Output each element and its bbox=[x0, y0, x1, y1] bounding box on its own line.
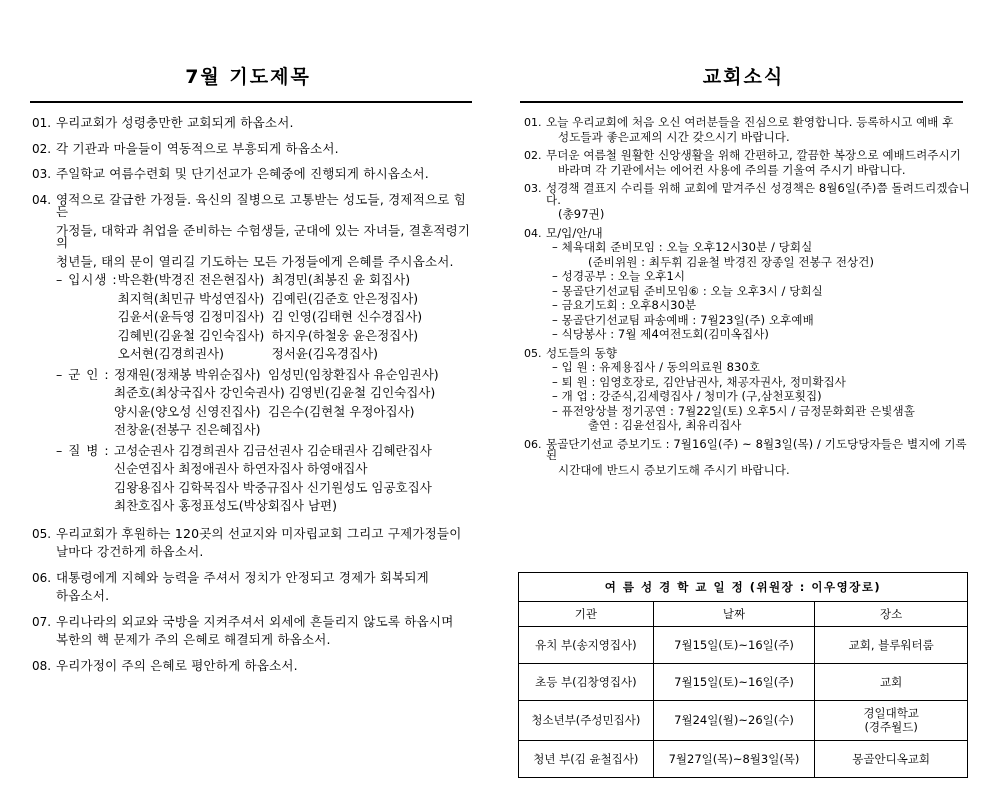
cell-place: 교회, 블루워터룸 bbox=[815, 627, 968, 664]
item-line: 하옵소서. bbox=[56, 588, 110, 603]
item-number: 03. bbox=[32, 167, 52, 181]
name-primary: 김왕용집사 김학목집사 박중규집사 신기원성도 임공호집사 bbox=[114, 479, 432, 495]
item-line: 시간대에 반드시 증보기도해 주시기 바랍니다. bbox=[558, 462, 790, 477]
subgroup-row bbox=[114, 366, 478, 382]
subgroup-label: – 입시생 : bbox=[56, 272, 118, 287]
list-item bbox=[524, 150, 973, 179]
column-header-org: 기관 bbox=[519, 602, 654, 627]
list-item bbox=[32, 613, 478, 653]
table-row bbox=[519, 627, 968, 664]
subgroup-row bbox=[118, 274, 478, 287]
table-row bbox=[519, 740, 968, 777]
name-primary: 최준호(최상국집사 강인숙권사) bbox=[114, 385, 285, 400]
news-list bbox=[496, 117, 991, 479]
item-line: 모/입/안/내 bbox=[546, 225, 603, 240]
item-line: 청년들, 태의 문이 열리길 기도하는 모든 가정들에게 은혜를 주시옵소서. bbox=[56, 253, 454, 269]
subgroup-row bbox=[114, 387, 478, 400]
list-item bbox=[524, 225, 973, 344]
list-item bbox=[524, 117, 973, 146]
item-body bbox=[56, 117, 478, 136]
item-number: 02. bbox=[524, 149, 542, 162]
subgroup-rows bbox=[118, 274, 478, 367]
prayer-title-rule bbox=[30, 101, 472, 103]
cell-place: 교회 bbox=[815, 664, 968, 701]
item-number: 04. bbox=[524, 226, 542, 240]
prayer-title: 7월 기도제목 bbox=[185, 66, 311, 88]
name-primary: 박은환(박경진 전은현집사) bbox=[117, 272, 265, 287]
item-body bbox=[56, 140, 478, 162]
list-item bbox=[524, 345, 973, 435]
item-number: 02. bbox=[32, 141, 52, 156]
cell-org: 유치 부(송지영집사) bbox=[519, 627, 654, 664]
name-secondary: 김은수(김현철 우정아집사) bbox=[267, 403, 415, 419]
cell-date: 7월24일(월)~26일(수) bbox=[653, 701, 815, 741]
item-line: 각 기관과 마을들이 역동적으로 부흥되게 하옵소서. bbox=[56, 140, 339, 156]
item-body bbox=[56, 191, 478, 521]
item-body bbox=[56, 613, 478, 653]
list-item bbox=[32, 657, 478, 679]
item-body bbox=[546, 117, 973, 146]
item-number: 04. bbox=[32, 192, 52, 207]
table-row bbox=[519, 664, 968, 701]
item-number: 01. bbox=[32, 116, 52, 130]
name-secondary: 김영빈(김윤철 김인숙집사) bbox=[288, 385, 436, 400]
list-item bbox=[32, 168, 478, 187]
item-line: 성도들의 동향 bbox=[546, 345, 618, 360]
subgroup-row bbox=[118, 311, 478, 324]
cell-org: 청년 부(김 윤철집사) bbox=[519, 740, 654, 777]
prayer-subgroup-illness bbox=[56, 442, 478, 519]
subgroup-row bbox=[114, 403, 478, 419]
name-primary: 김윤서(윤득영 김정미집사) bbox=[117, 309, 265, 324]
list-item bbox=[32, 191, 478, 521]
item-number: 08. bbox=[32, 658, 52, 673]
subgroup-rows bbox=[114, 442, 478, 519]
list-item bbox=[32, 140, 478, 162]
item-line: (준비위원 : 최두휘 김윤철 박경진 장종일 전봉구 전상건) bbox=[588, 254, 875, 269]
item-body bbox=[56, 168, 478, 187]
name-primary: 신순연집사 최정애권사 하연자집사 하영애집사 bbox=[114, 461, 368, 476]
item-line: (총97권) bbox=[558, 207, 605, 221]
item-line: 우리교회가 성령충만한 교회되게 하옵소서. bbox=[56, 115, 294, 130]
item-line: 오늘 우리교회에 처음 오신 여러분들을 진심으로 환영합니다. 등록하시고 예배 후 bbox=[546, 115, 954, 129]
prayer-subgroup-military bbox=[56, 366, 478, 443]
item-line: – 퓨전앙상블 정기공연 : 7월22일(토) 오후5시 / 금정문화회관 은빛샘홀 bbox=[552, 403, 915, 418]
cell-org: 청소년부(주성민집사) bbox=[519, 701, 654, 741]
cell-place: 몽골안디옥교회 bbox=[815, 740, 968, 777]
cell-date: 7월15일(토)~16일(주) bbox=[653, 627, 815, 664]
name-primary: 고성순권사 김경희권사 김금선권사 김순태권사 김혜란집사 bbox=[114, 442, 432, 458]
item-number: 06. bbox=[32, 570, 52, 585]
item-line: – 개 업 : 강준식,김세령집사 / 청미가 (구,삼천포횟집) bbox=[552, 389, 822, 403]
item-body bbox=[546, 183, 973, 224]
item-line: 날마다 강건하게 하옵소서. bbox=[56, 544, 204, 559]
item-line: – 몽골단기선교팀 준비모임⑥ : 오늘 오후3시 / 당회실 bbox=[552, 283, 823, 298]
subgroup-row bbox=[117, 327, 478, 343]
list-item bbox=[32, 117, 478, 136]
item-body bbox=[546, 150, 973, 179]
prayer-column bbox=[0, 0, 496, 685]
item-number: 07. bbox=[32, 614, 52, 629]
item-body bbox=[56, 657, 478, 679]
name-primary: 양시윤(양오성 신영진집사) bbox=[114, 403, 261, 419]
column-header-date: 날짜 bbox=[653, 602, 815, 627]
news-title-rule bbox=[520, 101, 963, 103]
item-line: – 금요기도회 : 오후8시30분 bbox=[552, 298, 697, 312]
item-number: 05. bbox=[524, 346, 542, 360]
item-number: 01. bbox=[524, 116, 542, 129]
news-column bbox=[496, 0, 991, 483]
list-item bbox=[524, 436, 973, 480]
subgroup-row bbox=[114, 442, 478, 458]
subgroup-row bbox=[114, 463, 478, 476]
item-body bbox=[56, 569, 478, 609]
item-line: 복한의 핵 문제가 주의 은혜로 해결되게 하옵소서. bbox=[56, 632, 331, 647]
item-line: 주일학교 여름수련회 및 단기선교가 은혜중에 진행되게 하시옵소서. bbox=[56, 166, 429, 181]
subgroup-rows bbox=[114, 366, 478, 443]
item-number: 03. bbox=[524, 182, 542, 195]
vbs-schedule-table-wrapper bbox=[518, 572, 968, 778]
subgroup-row bbox=[118, 348, 478, 361]
list-item bbox=[524, 183, 973, 224]
name-primary: 최찬호집사 홍정표성도(박상회집사 남편) bbox=[114, 498, 337, 513]
item-line: 바라며 각 기관에서는 에어컨 사용에 주의를 기울여 주시기 바랍니다. bbox=[558, 162, 906, 177]
list-item bbox=[32, 525, 478, 565]
news-title: 교회소식 bbox=[702, 66, 785, 88]
item-line: – 퇴 원 : 임영호장로, 김안남권사, 채공자권사, 정미확집사 bbox=[552, 374, 846, 389]
item-line: – 성경공부 : 오늘 오후1시 bbox=[552, 269, 686, 283]
name-secondary: 김예린(김준호 안은정집사) bbox=[271, 290, 419, 306]
prayer-subgroup-exam bbox=[56, 274, 478, 367]
item-line: – 입 원 : 유제용집사 / 동의의료원 830호 bbox=[552, 360, 761, 374]
subgroup-row bbox=[117, 290, 478, 306]
table-row bbox=[519, 701, 968, 741]
subgroup-label: – 군 인 : bbox=[56, 366, 110, 382]
table-header-row bbox=[519, 602, 968, 627]
item-line: 무더운 여름철 원활한 신앙생활을 위해 간편하고, 깔끔한 복장으로 예배드려주시기 bbox=[546, 148, 961, 162]
item-body bbox=[56, 525, 478, 565]
table-caption-row bbox=[519, 573, 968, 602]
cell-date: 7월27일(목)~8월3일(목) bbox=[653, 740, 815, 777]
item-body bbox=[546, 225, 973, 344]
item-line: 영적으로 갈급한 가정들. 육신의 질병으로 고통받는 성도들, 경제적으로 힘든 bbox=[56, 191, 466, 219]
item-line: 가정들, 대학과 취업을 준비하는 수험생들, 군대에 있는 자녀들, 결혼적령기의 bbox=[56, 222, 471, 250]
name-primary: 최지혁(최민규 박성연집사) bbox=[117, 290, 265, 306]
item-line: 대통령에게 지혜와 능력을 주셔서 정치가 안정되고 경제가 회복되게 bbox=[56, 569, 429, 585]
name-primary: 오서현(김경희권사) bbox=[117, 346, 224, 361]
item-line: 우리가정이 주의 은혜로 평안하게 하옵소서. bbox=[56, 657, 298, 673]
item-line: 우리나라의 외교와 국방을 지켜주셔서 외세에 흔들리지 않도록 하옵시며 bbox=[56, 613, 454, 629]
item-number: 05. bbox=[32, 526, 52, 541]
item-line: 성경책 결표지 수리를 위해 교회에 맡겨주신 성경책은 8월6일(주)쯤 돌려드리겠습니다. bbox=[546, 181, 970, 207]
name-secondary: 임성민(임창환집사 유순임권사) bbox=[267, 366, 439, 382]
vbs-schedule-table bbox=[518, 572, 968, 778]
item-line: 우리교회가 후원하는 120곳의 선교지와 미자립교회 그리고 구제가정들이 bbox=[56, 525, 462, 541]
item-body bbox=[546, 345, 973, 435]
prayer-list bbox=[0, 117, 496, 678]
subgroup-row bbox=[114, 479, 478, 495]
item-line: 성도들과 좋은교제의 시간 갖으시기 바랍니다. bbox=[558, 129, 790, 144]
item-line: – 식당봉사 : 7월 제4여전도회(김미옥집사) bbox=[552, 327, 769, 341]
name-primary: 김혜빈(김윤철 김인숙집사) bbox=[117, 327, 265, 343]
name-secondary: 하지우(하철웅 윤은정집사) bbox=[271, 327, 419, 343]
name-primary: 전창윤(전봉구 진은혜집사) bbox=[114, 422, 261, 437]
item-body bbox=[546, 436, 973, 480]
table-caption: 여 름 성 경 학 교 일 정 (위원장 : 이우영장로) bbox=[519, 573, 968, 602]
item-line: 출연 : 김윤선집사, 최유리집사 bbox=[588, 418, 742, 432]
name-secondary: 최경민(최봉진 윤 회집사) bbox=[271, 272, 411, 287]
name-secondary: 정서윤(김옥경집사) bbox=[271, 346, 378, 361]
cell-place: 경일대학교 (경주월드) bbox=[815, 701, 968, 741]
cell-date: 7월15일(토)~16일(주) bbox=[653, 664, 815, 701]
name-primary: 정재원(정채봉 박위순집사) bbox=[114, 366, 261, 382]
item-line: – 체육대회 준비모임 : 오늘 오후12시30분 / 당회실 bbox=[552, 240, 813, 254]
list-item bbox=[32, 569, 478, 609]
column-header-place: 장소 bbox=[815, 602, 968, 627]
subgroup-row bbox=[114, 500, 478, 513]
item-line: 몽골단기선교 증보기도 : 7월16일(주) ~ 8월3일(목) / 기도당당자들은 별지에 기록된 bbox=[546, 436, 967, 462]
item-line: – 몽골단기선교팀 파송예배 : 7월23일(주) 오후예배 bbox=[552, 312, 814, 327]
item-number: 06. bbox=[524, 437, 542, 451]
cell-org: 초등 부(김창영집사) bbox=[519, 664, 654, 701]
subgroup-label: – 질 병 : bbox=[56, 442, 110, 458]
subgroup-row bbox=[114, 424, 478, 437]
name-secondary: 김 인영(김태현 신수경집사) bbox=[271, 309, 423, 324]
